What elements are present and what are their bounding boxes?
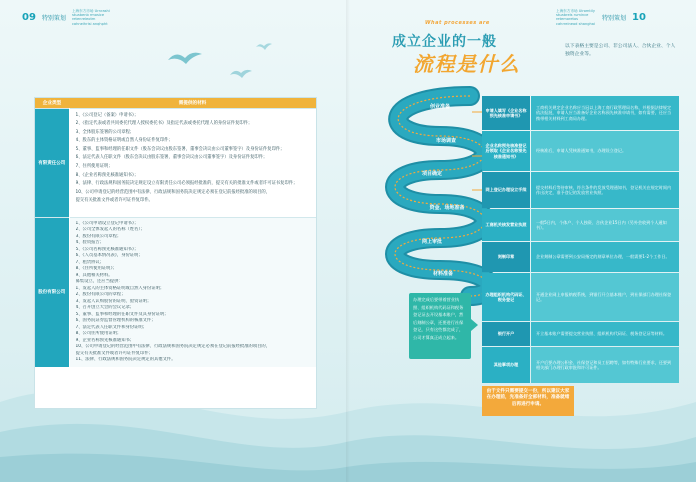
footer-note: 由于文件只需要提交一份，所以建议大家在办理前，先准备好全部材料，准备就绪后再进行申请。 [482,386,574,416]
step-online-approval: 网上审批 [421,239,442,245]
magazine-name: 上海东方市场 Urnrashi stuabenb rmosice retenreieotm cahneihrisi anqhpht [71,9,110,26]
list-item: 7、租赁协议； [75,259,105,265]
list-item: 4、股东的主体资格证明或自然人身份证件复印件； [75,138,173,144]
header-materials: 需提供的材料 [69,98,316,108]
list-item: 11、法律、行政法规和国务院决定规定的其他文件。 [75,357,176,362]
header-company-type: 企业类型 [35,98,69,108]
list-item: 8、《住所使用证明》； [75,266,117,271]
list-item: 5、董事、监事和经理的任职文件（股东会决议由股东签署，董事会决议由公司董事签字）及身份证件复印件； [75,146,285,152]
page-number: 10 [632,11,646,23]
list-item: 10、公司申请登记的经营范围中有法律、行政法规和国务院决定规定必须在登记前报经批准的项目的， [75,189,271,195]
list-item: 6、法定代表人任职文件（股东会决议由股东签署，董事会决议由公司董事签字）及身份证件复印件； [75,155,268,161]
title-tagline: What processes are [425,20,490,26]
process-label: 网上登记办理设立手续 [482,172,530,208]
list-item: 3、发起人认购股份的证明、验资证明； [75,298,152,304]
magazine-name: 上海东方市场 Uiromtily stuabrels rumince retemoretos cahrreineod shanghai [556,9,595,26]
step-project-confirm: 项目确定 [421,171,442,177]
process-label: 企业名称预先核准登记后领取《企业名称预先核准通知书》 [482,131,530,171]
list-item: 5、董事、监事和经理的任职文件及其身份证明； [75,311,169,317]
list-item: 4、召开创立大会的会议记录； [75,305,135,310]
list-item: 9、企业名称预先核准通知书； [75,337,135,343]
step-material-prep: 材料准备 [432,271,453,277]
info-callout: 办理完成后要带着营业执照、组织机构代码证和税务登记证去开设基本账户，然后刻制公章，还要进行社保登记，只有这些都完成了，公司才算真正成立起来。 [409,293,471,359]
process-desc: 提交材料后等待审核，符合条件的发放受理通知书，登记机关在规定时间内作出决定，准予登记的发放营业执照。 [531,172,679,208]
list-item: 4、验资报告； [75,240,105,245]
list-item: 提交有关批准文件或者许可证件复印件； [75,350,153,356]
company-type-cell: 有限责任公司 [35,108,69,217]
process-desc: 一般5日内，个体户、个人独资、合伙企业15日内（另外会收到个人通知书）。 [531,209,679,241]
company-type-cell: 股份有限公司 [35,217,69,367]
process-desc: 工商机关规定企业名称应当冠以上海工商行政管理局名称，并根据法律规定依法报批，申请人应当准备好企业名称预先核准申请书，如有需要，还应当携带相关材料到工商局办理。 [531,96,679,130]
process-label: 办理组织机构代码证、税务登记 [482,273,530,321]
section-name: 特别策划 [602,14,627,22]
process-desc: 企业刻制公章需要到公安局指定的刻章单位办理，一般需要1-2个工作日。 [531,242,679,272]
step-startup-prep: 创业准备 [429,104,450,110]
page-title-line-1: 成立企业的一般 [392,34,497,50]
list-item: 6、《人员基本情况表》，身份证明； [75,253,143,258]
section-name: 特别策划 [41,14,66,22]
list-item: 1、《公司申请设立登记申请书》； [75,220,139,226]
list-item: 2、股份有限公司的章程； [75,292,126,297]
list-item: 6、国务院证券监督管理机构的核准文件； [75,318,156,323]
list-item: 9、其他相关材料。 [75,272,113,278]
list-item: 2、公司全体发起人的名称（姓名）； [75,227,145,232]
list-item: 7、住所使用证明； [75,164,113,170]
list-item: 7、法定代表人任职文件和身份证明； [75,324,147,330]
list-item: 3、全体股东签署的公司章程； [75,129,135,135]
step-market-research: 市场调查 [435,138,456,144]
list-item: 1、《公司登记（备案）申请书》； [75,112,139,118]
process-desc: 开通企业网上申报纳税系统，到银行开立基本账户，到社保部门办理社保登记。 [531,273,679,321]
list-item: 1、发起人的主体资格证明或自然人身份证明； [75,285,165,291]
process-desc: 开立基本账户需要提交营业执照、组织机构代码证、税务登记证等材料。 [531,322,679,346]
process-desc: 经核准后，申请人凭核准通知书，办理设立登记。 [531,131,679,171]
list-item: 9、法律、行政法规和国务院决定规定设立有限责任公司必须报经批准的，提交有关的批准文件或者许可证书复印件； [75,181,298,187]
process-desc: 开户后要办理公积金、社保登记和员工招聘等，如有特殊行业要求，还要到相关部门办理行政审批和许可证件。 [531,347,679,383]
process-label: 银行开户 [482,322,530,346]
step-funds-venue: 资金、场地准备 [429,205,465,211]
intro-text: 以下表格主要是公司、非公司法人、合伙企业、个人独资企业等。 [565,44,676,57]
process-label: 刻制印章 [482,242,530,272]
page-title-line-2: 流程是什么 [413,52,521,76]
list-item: 8、《企业名称预先核准通知书》； [75,172,139,178]
page-number: 09 [22,11,36,23]
list-item: 5、《公司名称预先核准通知书》； [75,246,139,252]
process-label: 工商机关核发营业执照 [482,209,530,241]
list-item: 3、股份有限公司章程； [75,233,122,239]
process-label: 其他事项办理 [482,347,530,383]
process-label: 申请人填写《企业名称预先核准申请书》 [482,96,530,130]
list-item: 提交有关批准文件或者许可证件复印件。 [75,198,153,204]
list-item: 2、《指定代表或者共同委托代理人授权委托书》及指定代表或委托代理人的身份证件复印件； [75,121,253,127]
list-item: 10、公司申请登记的经营范围中有法律、行政法规和国务院决定规定必须在登记前报经批准的项目的， [75,344,271,349]
list-item: 募集设立，还应当提供： [75,279,123,284]
list-item: 8、公司住所使用证明； [75,331,122,336]
